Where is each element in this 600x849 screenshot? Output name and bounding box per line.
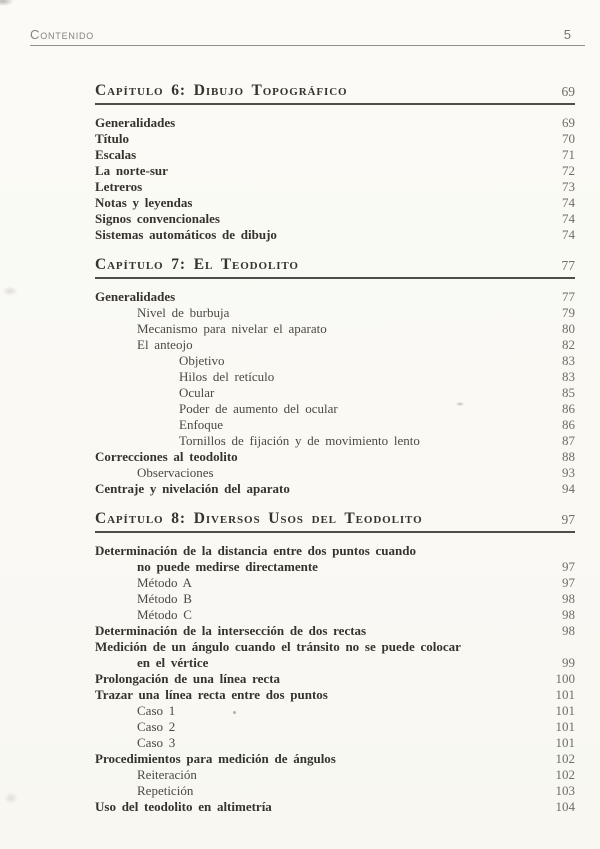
toc-row bbox=[95, 687, 575, 703]
toc-entry-label: Caso 2 bbox=[137, 719, 176, 734]
toc-entry-page: 72 bbox=[562, 163, 575, 178]
toc-entry-page: 79 bbox=[562, 305, 575, 320]
toc-entry-page: 87 bbox=[562, 433, 575, 448]
toc-row bbox=[95, 783, 575, 799]
toc-entry-page: 83 bbox=[562, 369, 575, 384]
toc-entry-page: 97 bbox=[562, 559, 575, 574]
toc-entry-label: Medición de un ángulo cuando el tránsito no se puede colocar bbox=[95, 639, 461, 654]
toc-entry-label: El anteojo bbox=[137, 337, 193, 352]
toc-entry-label: Tornillos de fijación y de movimiento lento bbox=[179, 433, 420, 448]
toc-section-chapter-7 bbox=[95, 256, 575, 497]
toc-row bbox=[95, 369, 575, 385]
toc-entry-page: 100 bbox=[555, 671, 575, 686]
toc-entry-page: 101 bbox=[555, 687, 575, 702]
toc-entry-page: 73 bbox=[562, 179, 575, 194]
toc-entry-page: 101 bbox=[555, 719, 575, 734]
toc-entry-page: 98 bbox=[562, 607, 575, 622]
toc-row bbox=[95, 607, 575, 623]
toc-row bbox=[95, 719, 575, 735]
toc-row bbox=[95, 211, 575, 227]
toc-row bbox=[95, 353, 575, 369]
toc-entry-label: Nivel de burbuja bbox=[137, 305, 230, 320]
toc-row bbox=[95, 227, 575, 243]
toc-entry-page: 102 bbox=[555, 751, 575, 766]
toc-row bbox=[95, 591, 575, 607]
toc-entry-label: La norte-sur bbox=[95, 163, 168, 178]
toc-entry-label: Enfoque bbox=[179, 417, 224, 432]
toc-row bbox=[95, 163, 575, 179]
toc-entry-page: 98 bbox=[562, 591, 575, 606]
toc-entry-label: Centraje y nivelación del aparato bbox=[95, 481, 290, 496]
chapter-page-number: 69 bbox=[561, 84, 575, 99]
toc-entry-label: Signos convencionales bbox=[95, 211, 220, 226]
toc-entry-label: Ocular bbox=[179, 385, 215, 400]
toc-entry-label: en el vértice bbox=[137, 655, 209, 670]
chapter-title: Capítulo 6: Dibujo Topográfico bbox=[95, 82, 348, 99]
toc-entry-label: Título bbox=[95, 131, 129, 146]
toc-entry-label: Prolongación de una línea recta bbox=[95, 671, 281, 686]
toc-entry-page: 71 bbox=[562, 147, 575, 162]
toc-entry-label: Letreros bbox=[95, 179, 143, 194]
toc-entry-page: 104 bbox=[555, 799, 575, 814]
toc-entry-label: Generalidades bbox=[95, 289, 176, 304]
toc-entry-page: 88 bbox=[562, 449, 575, 464]
toc-entry-label: Procedimientos para medición de ángulos bbox=[95, 751, 336, 766]
chapter-page-number: 97 bbox=[561, 512, 575, 527]
toc-entry-label: Generalidades bbox=[95, 115, 176, 130]
toc-row bbox=[95, 449, 575, 465]
toc-row bbox=[95, 115, 575, 131]
toc-entry-page: 99 bbox=[562, 655, 575, 670]
toc-entry-page: 80 bbox=[562, 321, 575, 336]
toc-entry-page: 102 bbox=[555, 767, 575, 782]
toc-entry-page: 101 bbox=[555, 735, 575, 750]
toc-row bbox=[95, 671, 575, 687]
toc-entry-label: Trazar una línea recta entre dos puntos bbox=[95, 687, 328, 702]
toc-entry-label: Escalas bbox=[95, 147, 137, 162]
toc-section-chapter-8 bbox=[95, 510, 575, 815]
toc-entry-page: 70 bbox=[562, 131, 575, 146]
toc-entry-page: 93 bbox=[562, 465, 575, 480]
toc-entry-label: Observaciones bbox=[137, 465, 214, 480]
toc-entry-label: Determinación de la intersección de dos rectas bbox=[95, 623, 367, 638]
scan-speck bbox=[0, 0, 14, 6]
toc-entry-label: Caso 1 bbox=[137, 703, 176, 718]
toc-row bbox=[95, 703, 575, 719]
toc-row bbox=[95, 417, 575, 433]
toc-entry-label: Método A bbox=[137, 575, 192, 590]
toc-entry-label: Hilos del retículo bbox=[179, 369, 275, 384]
toc-row bbox=[95, 799, 575, 815]
toc-row bbox=[95, 337, 575, 353]
toc-entry-page: 86 bbox=[562, 401, 575, 416]
toc-entry-page: 97 bbox=[562, 575, 575, 590]
toc-row bbox=[95, 131, 575, 147]
toc-row bbox=[95, 481, 575, 497]
toc-row bbox=[95, 401, 575, 417]
running-header-page-number: 5 bbox=[563, 27, 571, 42]
chapter-title: Capítulo 8: Diversos Usos del Teodolito bbox=[95, 510, 423, 527]
toc-section-chapter-6 bbox=[95, 82, 575, 243]
toc-row bbox=[95, 433, 575, 449]
toc-entry-label: Método C bbox=[137, 607, 192, 622]
toc-row bbox=[95, 305, 575, 321]
chapter-heading bbox=[95, 510, 575, 533]
toc-entry-page: 94 bbox=[562, 481, 575, 496]
chapter-heading bbox=[95, 256, 575, 279]
toc-row bbox=[95, 751, 575, 767]
running-header bbox=[30, 27, 585, 46]
toc-row bbox=[95, 735, 575, 751]
toc-entry-page: 69 bbox=[562, 115, 575, 130]
toc-entry-page bbox=[539, 639, 575, 655]
toc-entry-label: no puede medirse directamente bbox=[137, 559, 318, 574]
toc-entry-label: Determinación de la distancia entre dos puntos cuando bbox=[95, 543, 416, 558]
toc-entry-page bbox=[539, 543, 575, 559]
toc-entry-label: Reiteración bbox=[137, 767, 197, 782]
running-header-title: Contenido bbox=[30, 27, 95, 42]
toc-entry-page: 82 bbox=[562, 337, 575, 352]
scan-speck bbox=[4, 792, 18, 804]
toc bbox=[95, 82, 575, 815]
toc-row bbox=[95, 321, 575, 337]
toc-entry-label: Objetivo bbox=[179, 353, 225, 368]
toc-row bbox=[95, 559, 575, 575]
toc-entry-label: Repetición bbox=[137, 783, 194, 798]
toc-entry-page: 86 bbox=[562, 417, 575, 432]
toc-entry-label: Caso 3 bbox=[137, 735, 176, 750]
toc-row bbox=[95, 623, 575, 639]
toc-row bbox=[95, 639, 575, 655]
toc-entry-label: Notas y leyendas bbox=[95, 195, 193, 210]
toc-entry-page: 103 bbox=[555, 783, 575, 798]
toc-row bbox=[95, 147, 575, 163]
toc-entry-page: 83 bbox=[562, 353, 575, 368]
toc-row bbox=[95, 575, 575, 591]
toc-row bbox=[95, 655, 575, 671]
chapter-title: Capítulo 7: El Teodolito bbox=[95, 256, 299, 273]
toc-entry-label: Sistemas automáticos de dibujo bbox=[95, 227, 277, 242]
toc-entry-label: Método B bbox=[137, 591, 192, 606]
toc-row bbox=[95, 289, 575, 305]
toc-entry-page: 77 bbox=[562, 289, 575, 304]
toc-entry-page: 74 bbox=[562, 195, 575, 210]
chapter-heading bbox=[95, 82, 575, 105]
toc-entry-label: Mecanismo para nivelar el aparato bbox=[137, 321, 327, 336]
toc-row bbox=[95, 179, 575, 195]
toc-entry-label: Correcciones al teodolito bbox=[95, 449, 238, 464]
toc-entry-page: 101 bbox=[555, 703, 575, 718]
toc-row bbox=[95, 543, 575, 559]
chapter-page-number: 77 bbox=[561, 258, 575, 273]
toc-entry-page: 85 bbox=[562, 385, 575, 400]
toc-entry-page: 74 bbox=[562, 211, 575, 226]
toc-row bbox=[95, 465, 575, 481]
toc-entry-page: 74 bbox=[562, 227, 575, 242]
toc-entry-page: 98 bbox=[562, 623, 575, 638]
scan-speck bbox=[2, 286, 18, 296]
toc-entry-label: Uso del teodolito en altimetría bbox=[95, 799, 272, 814]
toc-row bbox=[95, 195, 575, 211]
toc-row bbox=[95, 385, 575, 401]
toc-row bbox=[95, 767, 575, 783]
toc-entry-label: Poder de aumento del ocular bbox=[179, 401, 338, 416]
